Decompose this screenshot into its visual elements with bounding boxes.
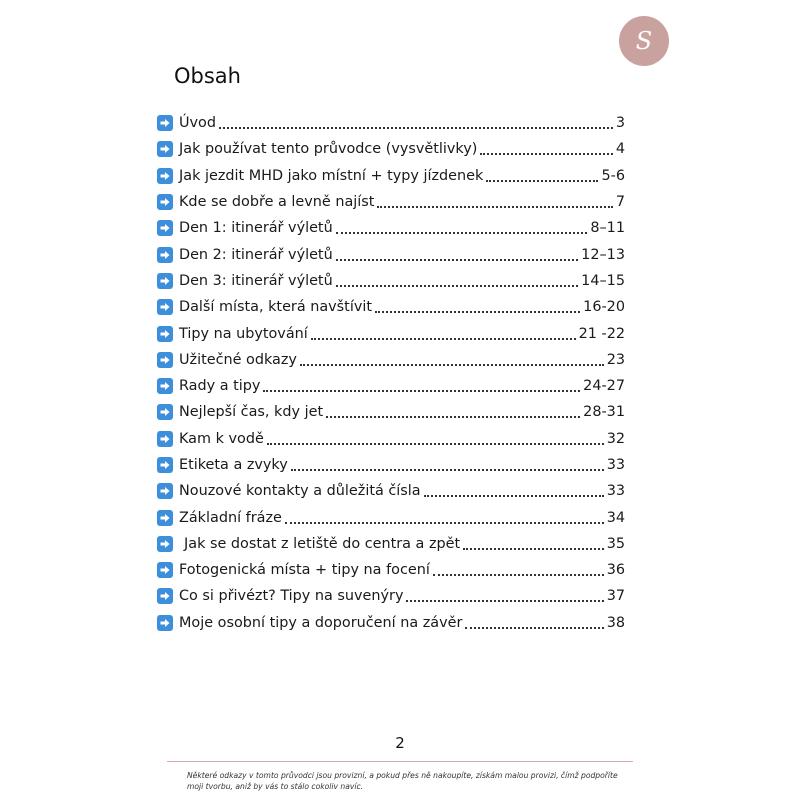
toc-entry[interactable] bbox=[157, 241, 627, 267]
toc-entry-page: 21 -22 bbox=[578, 325, 625, 342]
toc-entry-title: Další místa, která navštívit bbox=[179, 299, 372, 316]
arrow-right-icon bbox=[157, 588, 173, 604]
toc-entry[interactable] bbox=[157, 215, 627, 241]
toc-entry[interactable] bbox=[157, 504, 627, 530]
toc-entry-title: Den 1: itinerář výletů bbox=[179, 220, 333, 237]
footer-divider bbox=[167, 761, 633, 762]
toc-entry[interactable] bbox=[157, 294, 627, 320]
toc-entry-title: Etiketa a zvyky bbox=[179, 457, 288, 473]
arrow-right-icon bbox=[157, 141, 173, 157]
toc-entry[interactable] bbox=[157, 478, 627, 504]
toc-entry-title: Jak používat tento průvodce (vysvětlivky) bbox=[179, 141, 478, 158]
toc-entry-page: 38 bbox=[606, 614, 625, 631]
toc-entry-page: 3 bbox=[615, 115, 625, 132]
dot-leader bbox=[267, 429, 604, 445]
toc-entry-title: Fotogenická místa + tipy na focení bbox=[179, 562, 430, 579]
toc-entry[interactable] bbox=[157, 320, 627, 346]
dot-leader bbox=[377, 192, 612, 208]
toc-entry[interactable] bbox=[157, 110, 627, 136]
toc-entry[interactable] bbox=[157, 163, 627, 189]
toc-entry-page: 24-27 bbox=[583, 378, 625, 395]
toc-entry-title: Kde se dobře a levně najíst bbox=[179, 194, 375, 211]
toc-entry[interactable] bbox=[157, 347, 627, 373]
arrow-right-icon bbox=[157, 352, 173, 368]
dot-leader bbox=[326, 402, 580, 418]
arrow-right-icon bbox=[157, 194, 173, 210]
toc-entry-page: 32 bbox=[606, 430, 625, 447]
arrow-right-icon bbox=[157, 378, 173, 394]
toc-entry-page: 34 bbox=[606, 509, 625, 526]
toc-entry-page: 12–13 bbox=[581, 246, 625, 263]
toc-entry-title: Kam k vodě bbox=[179, 430, 264, 447]
arrow-right-icon bbox=[157, 510, 173, 526]
table-of-contents bbox=[157, 110, 627, 636]
arrow-right-icon bbox=[157, 404, 173, 420]
toc-entry[interactable] bbox=[157, 373, 627, 399]
toc-entry[interactable] bbox=[157, 531, 627, 557]
dot-leader bbox=[336, 245, 578, 261]
toc-entry[interactable] bbox=[157, 268, 627, 294]
toc-entry-title: Den 3: itinerář výletů bbox=[179, 272, 333, 289]
arrow-right-icon bbox=[157, 431, 173, 447]
dot-leader bbox=[465, 613, 603, 629]
toc-entry-page: 4 bbox=[615, 141, 625, 158]
toc-entry-title: Úvod bbox=[179, 115, 216, 132]
page-number: 2 bbox=[395, 734, 405, 752]
toc-entry-title: Rady a tipy bbox=[179, 378, 261, 395]
toc-entry[interactable] bbox=[157, 399, 627, 425]
dot-leader bbox=[291, 455, 604, 471]
toc-entry[interactable] bbox=[157, 557, 627, 583]
toc-entry-page: 23 bbox=[606, 351, 625, 368]
toc-entry[interactable] bbox=[157, 583, 627, 609]
dot-leader bbox=[300, 350, 604, 366]
toc-entry-title: Tipy na ubytování bbox=[179, 325, 308, 342]
toc-entry[interactable] bbox=[157, 610, 627, 636]
dot-leader bbox=[336, 271, 578, 287]
arrow-right-icon bbox=[157, 536, 173, 552]
dot-leader bbox=[480, 139, 612, 155]
dot-leader bbox=[263, 376, 580, 392]
toc-entry[interactable] bbox=[157, 189, 627, 215]
arrow-right-icon bbox=[157, 168, 173, 184]
toc-entry[interactable] bbox=[157, 452, 627, 478]
toc-entry-title: Jak se dostat z letiště do centra a zpět bbox=[184, 535, 461, 552]
toc-entry-page: 7 bbox=[615, 194, 625, 211]
toc-entry[interactable] bbox=[157, 136, 627, 162]
page-title: Obsah bbox=[174, 64, 241, 88]
toc-entry-page: 36 bbox=[606, 562, 625, 579]
dot-leader bbox=[424, 481, 604, 497]
arrow-right-icon bbox=[157, 247, 173, 263]
dot-leader bbox=[406, 586, 603, 602]
arrow-right-icon bbox=[157, 299, 173, 315]
arrow-right-icon bbox=[157, 457, 173, 473]
toc-entry-page: 16-20 bbox=[583, 299, 625, 316]
toc-entry-page: 37 bbox=[606, 588, 625, 605]
arrow-right-icon bbox=[157, 273, 173, 289]
arrow-right-icon bbox=[157, 220, 173, 236]
arrow-right-icon bbox=[157, 615, 173, 631]
toc-entry-title: Moje osobní tipy a doporučení na závěr bbox=[179, 614, 463, 631]
brand-logo bbox=[619, 16, 669, 66]
dot-leader bbox=[336, 218, 588, 234]
toc-entry-page: 8–11 bbox=[590, 220, 625, 237]
dot-leader bbox=[463, 534, 604, 550]
toc-entry-page: 28-31 bbox=[583, 404, 625, 421]
arrow-right-icon bbox=[157, 483, 173, 499]
toc-entry-title: Základní fráze bbox=[179, 509, 282, 526]
arrow-right-icon bbox=[157, 115, 173, 131]
arrow-right-icon bbox=[157, 562, 173, 578]
dot-leader bbox=[285, 508, 604, 524]
toc-entry-title: Co si přivézt? Tipy na suvenýry bbox=[179, 588, 404, 605]
arrow-right-icon bbox=[157, 326, 173, 342]
dot-leader bbox=[486, 166, 598, 182]
toc-entry-title: Jak jezdit MHD jako místní + typy jízdenek bbox=[179, 167, 484, 184]
toc-entry[interactable] bbox=[157, 426, 627, 452]
toc-entry-title: Užitečné odkazy bbox=[179, 351, 297, 368]
logo-letter: S bbox=[635, 27, 653, 55]
toc-entry-title: Nejlepší čas, kdy jet bbox=[179, 404, 324, 421]
toc-entry-page: 33 bbox=[606, 483, 625, 500]
dot-leader bbox=[311, 324, 576, 340]
dot-leader bbox=[433, 560, 604, 576]
toc-entry-page: 5-6 bbox=[601, 167, 625, 184]
toc-entry-page: 14–15 bbox=[581, 272, 625, 289]
dot-leader bbox=[375, 297, 580, 313]
toc-entry-page: 35 bbox=[606, 535, 625, 552]
toc-entry-page: 33 bbox=[606, 457, 625, 473]
toc-entry-title: Nouzové kontakty a důležitá čísla bbox=[179, 483, 421, 500]
affiliate-disclaimer: Některé odkazy v tomto průvodci jsou provizní, a pokud přes ně nakoupíte, získám malou provizi, čímž podpoříte moji tvorbu, aniž by vás to stálo cokoliv navíc. bbox=[187, 771, 618, 791]
dot-leader bbox=[219, 113, 613, 129]
toc-entry-title: Den 2: itinerář výletů bbox=[179, 246, 333, 263]
